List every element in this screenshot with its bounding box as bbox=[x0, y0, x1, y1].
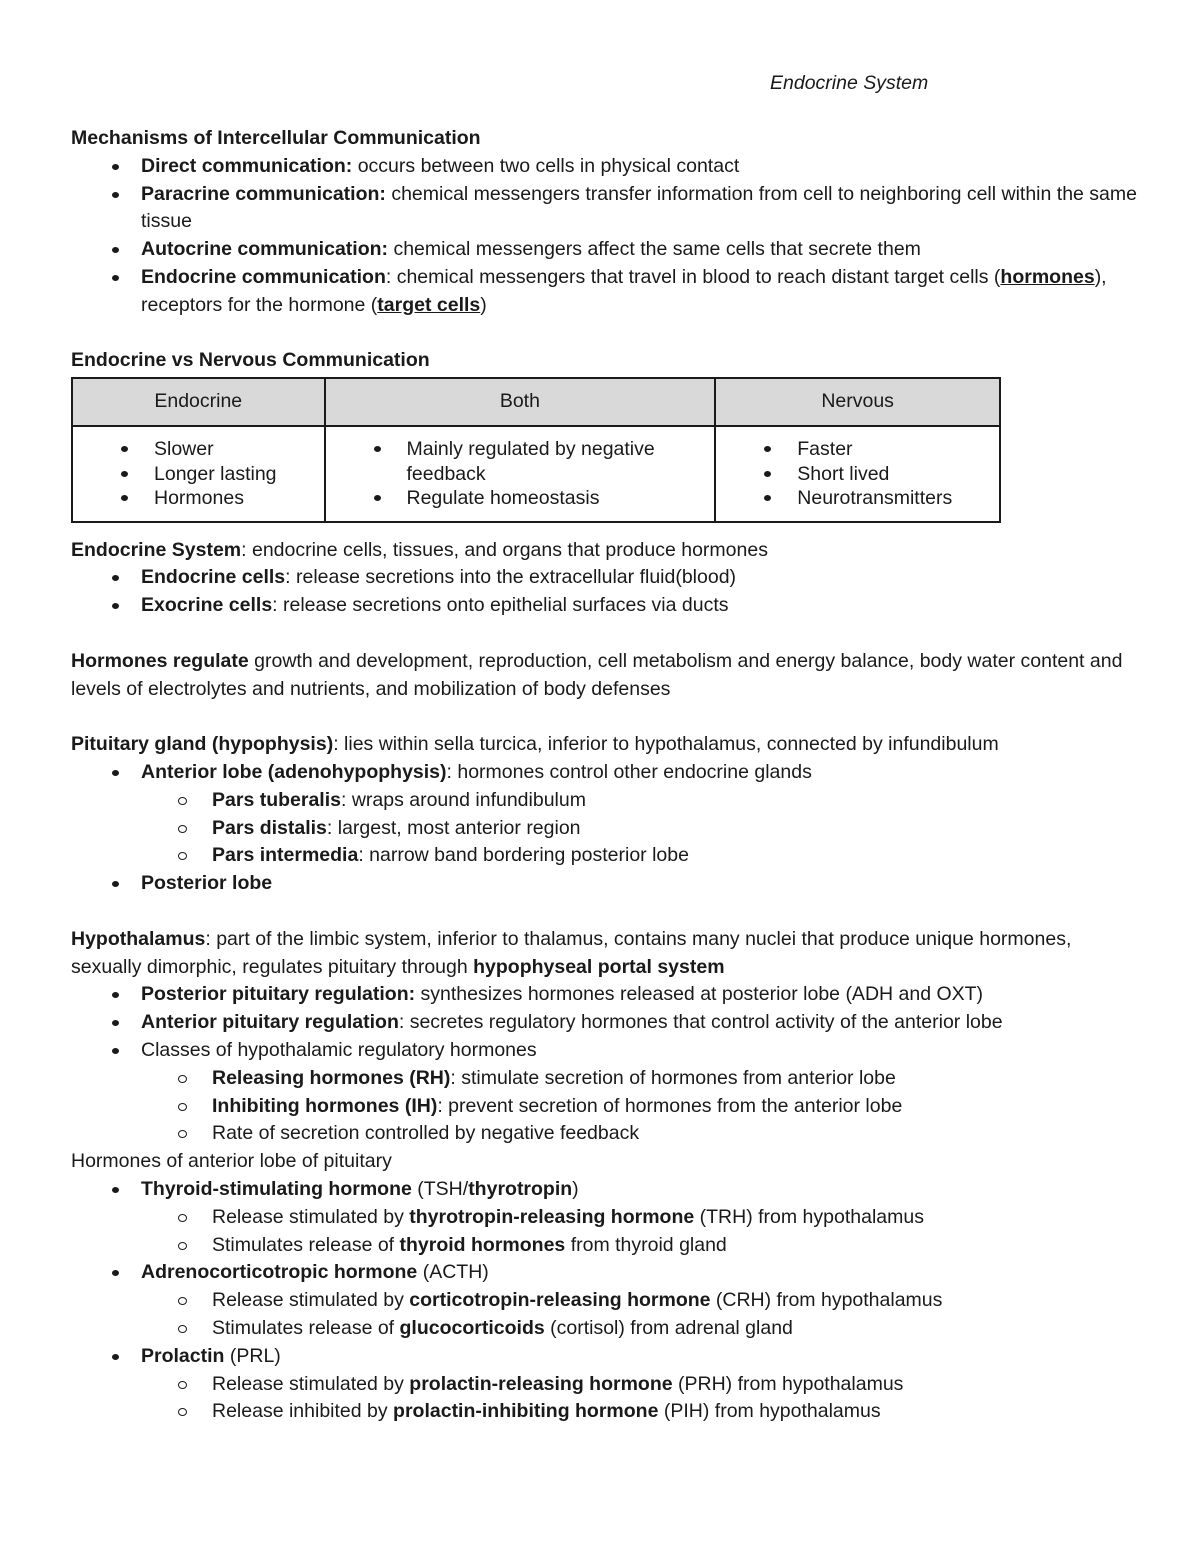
list-item: Release inhibited by prolactin-inhibiting hormone (PIH) from hypothalamus bbox=[71, 1398, 1141, 1426]
list-item: Release stimulated by prolactin-releasing hormone (PRH) from hypothalamus bbox=[71, 1371, 1141, 1399]
pituitary-definition: Pituitary gland (hypophysis): lies within sella turcica, inferior to hypothalamus, connected by infundibulum bbox=[71, 733, 999, 756]
list-item: Direct communication: occurs between two cells in physical contact bbox=[71, 153, 1141, 181]
table-cell-both bbox=[325, 426, 716, 522]
comparison-table bbox=[71, 377, 1001, 523]
list-item: Stimulates release of thyroid hormones from thyroid gland bbox=[71, 1232, 1141, 1260]
list-item: Mainly regulated by negative feedback bbox=[326, 437, 715, 486]
table-cell-nervous bbox=[715, 426, 1000, 522]
prl-sublist bbox=[141, 1371, 1141, 1427]
hormones-regulate-paragraph: Hormones regulate growth and development, reproduction, cell metabolism and energy balance, body water content and levels of electrolytes and nutrients, and mobilization of body defenses bbox=[71, 649, 1123, 700]
list-item: Classes of hypothalamic regulatory hormones Releasing hormones (RH): stimulate secretion of hormones from anterior lobe Inhibiting hormones (IH): prevent secretion of hormones from the anterior lobe Rate of secretion controlled by negative feedback bbox=[71, 1037, 1141, 1148]
acth-sublist bbox=[141, 1287, 1141, 1343]
hypothalamus-list bbox=[71, 981, 1141, 1148]
list-item: Posterior pituitary regulation: synthesizes hormones released at posterior lobe (ADH and OXT) bbox=[71, 981, 1141, 1009]
list-item: Longer lasting bbox=[73, 462, 324, 487]
section-title-comparison: Endocrine vs Nervous Communication bbox=[71, 349, 430, 372]
mechanisms-list bbox=[71, 153, 1141, 320]
cells-list bbox=[71, 564, 1141, 620]
list-item: Regulate homeostasis bbox=[326, 486, 715, 511]
list-item: Pars intermedia: narrow band bordering posterior lobe bbox=[71, 842, 1141, 870]
list-item: Release stimulated by corticotropin-releasing hormone (CRH) from hypothalamus bbox=[71, 1287, 1141, 1315]
list-item: Stimulates release of glucocorticoids (cortisol) from adrenal gland bbox=[71, 1315, 1141, 1343]
list-item: Anterior lobe (adenohypophysis): hormones control other endocrine glands Pars tuberalis: wraps around infundibulum Pars distalis: largest, most anterior region Pars intermedia: narrow band bordering posterior lobe bbox=[71, 759, 1141, 870]
table-header-endocrine: Endocrine bbox=[72, 378, 325, 426]
endocrine-system-definition: Endocrine System: endocrine cells, tissues, and organs that produce hormones bbox=[71, 538, 768, 561]
list-item: Adrenocorticotropic hormone (ACTH) Release stimulated by corticotropin-releasing hormone (CRH) from hypothalamus Stimulates release of glucocorticoids (cortisol) from adrenal gland bbox=[71, 1259, 1141, 1342]
list-item: Faster bbox=[716, 437, 999, 462]
list-item: Autocrine communication: chemical messengers affect the same cells that secrete them bbox=[71, 236, 1141, 264]
list-item: Posterior lobe bbox=[71, 870, 1141, 898]
list-item: Rate of secretion controlled by negative feedback bbox=[71, 1120, 1141, 1148]
section-title-mechanisms: Mechanisms of Intercellular Communication bbox=[71, 127, 481, 149]
anterior-hormones-list bbox=[71, 1176, 1141, 1426]
list-item: Hormones bbox=[73, 486, 324, 511]
table-header-nervous: Nervous bbox=[715, 378, 1000, 426]
table-cell-endocrine bbox=[72, 426, 325, 522]
list-item: Release stimulated by thyrotropin-releasing hormone (TRH) from hypothalamus bbox=[71, 1204, 1141, 1232]
anterior-hormones-title: Hormones of anterior lobe of pituitary bbox=[71, 1150, 392, 1173]
list-item: Exocrine cells: release secretions onto epithelial surfaces via ducts bbox=[71, 592, 1141, 620]
anterior-lobe-sublist bbox=[141, 787, 1141, 870]
page-header-title: Endocrine System bbox=[770, 72, 929, 94]
list-item: Inhibiting hormones (IH): prevent secretion of hormones from the anterior lobe bbox=[71, 1093, 1141, 1121]
list-item: Endocrine communication: chemical messengers that travel in blood to reach distant target cells (hormones), receptors for the hormone (target cells) bbox=[71, 264, 1141, 320]
tsh-sublist bbox=[141, 1204, 1141, 1260]
table-header-both: Both bbox=[325, 378, 716, 426]
pituitary-list bbox=[71, 759, 1141, 898]
list-item: Pars tuberalis: wraps around infundibulum bbox=[71, 787, 1141, 815]
list-item: Endocrine cells: release secretions into the extracellular fluid(blood) bbox=[71, 564, 1141, 592]
document-body bbox=[71, 125, 1141, 1426]
list-item: Neurotransmitters bbox=[716, 486, 999, 511]
list-item: Short lived bbox=[716, 462, 999, 487]
hypothalamus-definition: Hypothalamus: part of the limbic system, inferior to thalamus, contains many nuclei that produce unique hormones, sexually dimorphic, regulates pituitary through hypophyseal portal system bbox=[71, 927, 1072, 978]
list-item: Anterior pituitary regulation: secretes regulatory hormones that control activity of the anterior lobe bbox=[71, 1009, 1141, 1037]
list-item: Prolactin (PRL) Release stimulated by prolactin-releasing hormone (PRH) from hypothalamus Release inhibited by prolactin-inhibiting hormone (PIH) from hypothalamus bbox=[71, 1343, 1141, 1426]
regulatory-hormones-sublist bbox=[141, 1065, 1141, 1148]
list-item: Releasing hormones (RH): stimulate secretion of hormones from anterior lobe bbox=[71, 1065, 1141, 1093]
list-item: Pars distalis: largest, most anterior region bbox=[71, 815, 1141, 843]
list-item: Thyroid-stimulating hormone (TSH/thyrotropin) Release stimulated by thyrotropin-releasing hormone (TRH) from hypothalamus Stimulates release of thyroid hormones from thyroid gland bbox=[71, 1176, 1141, 1259]
list-item: Paracrine communication: chemical messengers transfer information from cell to neighboring cell within the same tissue bbox=[71, 181, 1141, 237]
list-item: Slower bbox=[73, 437, 324, 462]
